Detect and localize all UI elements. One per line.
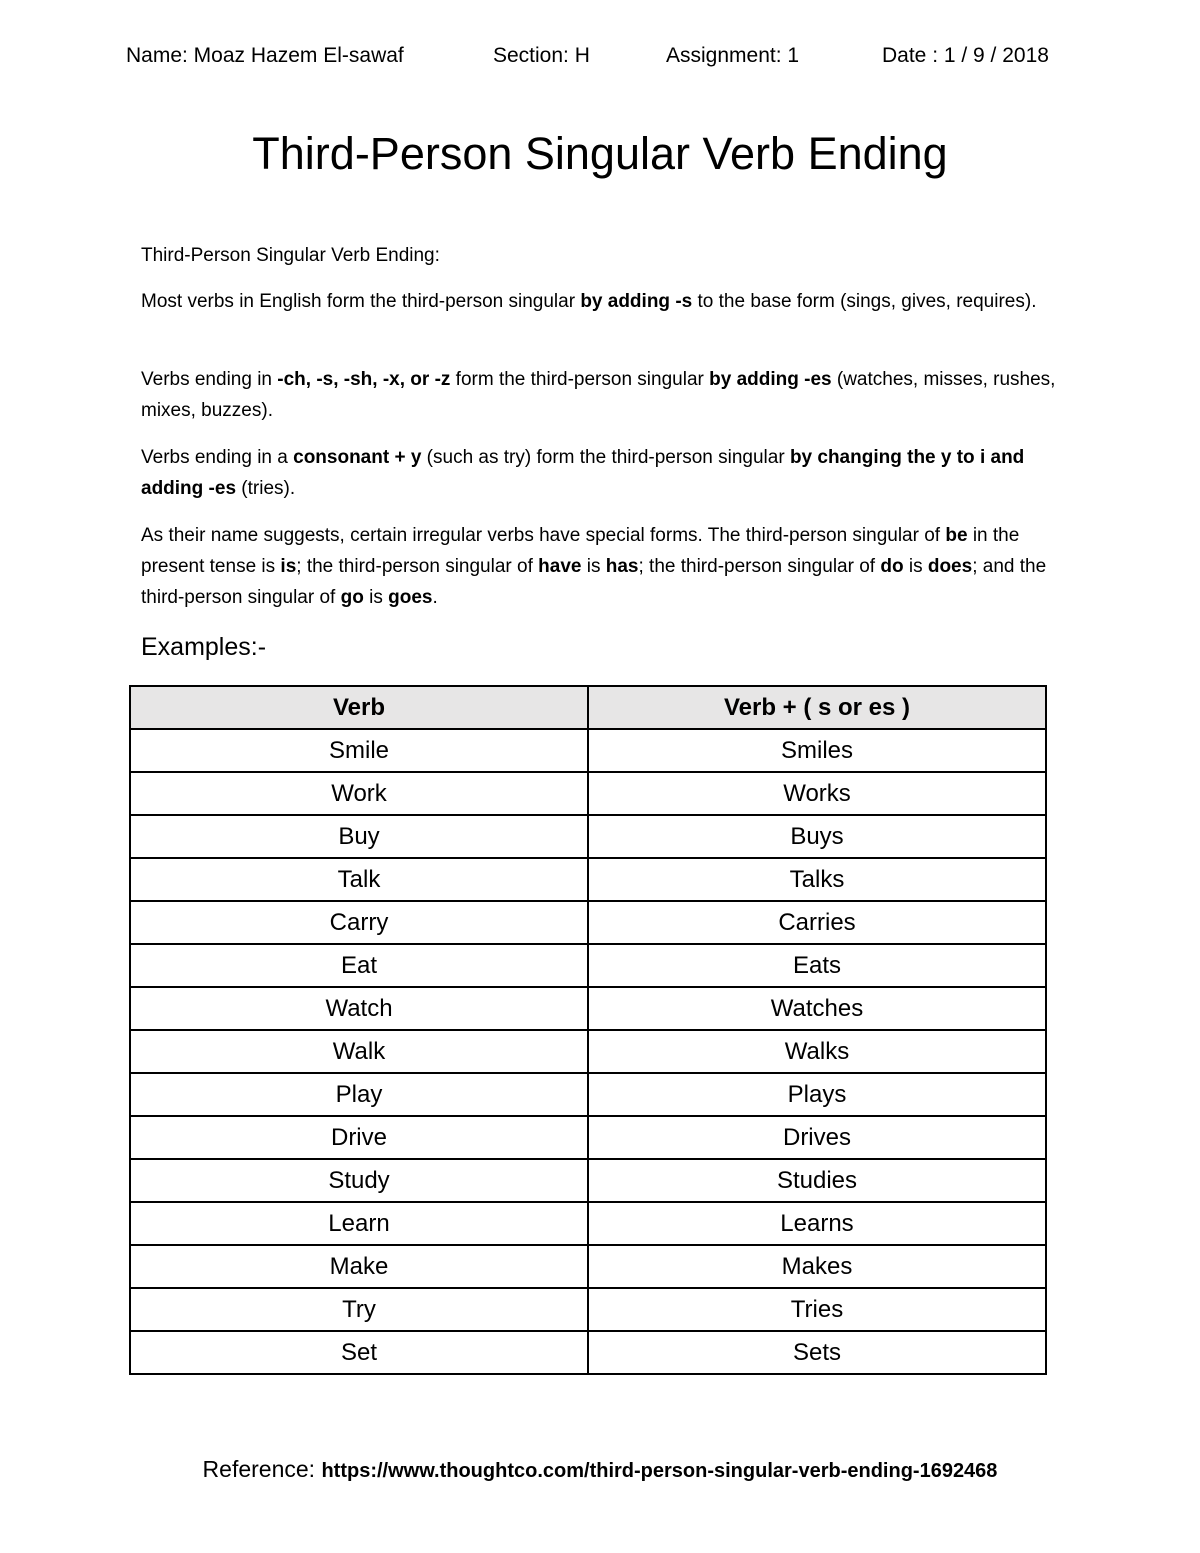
table-row	[130, 858, 1046, 901]
table-row	[130, 1245, 1046, 1288]
inflected-verb-cell: Makes	[588, 1245, 1046, 1288]
table-row	[130, 772, 1046, 815]
base-verb-cell: Walk	[130, 1030, 588, 1073]
rule-paragraph-3	[141, 442, 1061, 504]
intro-heading: Third-Person Singular Verb Ending:	[141, 245, 440, 266]
base-verb-cell: Carry	[130, 901, 588, 944]
table-row	[130, 729, 1046, 772]
rule-emphasis: by adding -s	[580, 291, 693, 312]
rule-text: Verbs ending in a	[141, 447, 294, 468]
table-row	[130, 901, 1046, 944]
inflected-verb-cell: Works	[588, 772, 1046, 815]
rule-text: to the base form (sings, gives, requires).	[692, 291, 1037, 312]
rule-text: (watches, misses, rushes, mixes, buzzes).	[141, 369, 1056, 421]
base-verb-cell: Learn	[130, 1202, 588, 1245]
rule-text: ; the third-person singular of	[638, 556, 881, 577]
rule-text: is	[581, 556, 606, 577]
table-row	[130, 987, 1046, 1030]
base-verb-cell: Make	[130, 1245, 588, 1288]
inflected-verb-cell: Eats	[588, 944, 1046, 987]
assignment-label: Assignment: 1	[666, 44, 800, 67]
rule-emphasis: consonant + y	[293, 447, 422, 468]
rule-emphasis: does	[927, 556, 973, 577]
rule-text: ; and the third-person singular of	[141, 556, 1047, 608]
rule-emphasis: goes	[388, 587, 433, 608]
base-verb-cell: Drive	[130, 1116, 588, 1159]
reference-url: https://www.thoughtco.com/third-person-singular-verb-ending-1692468	[321, 1460, 998, 1482]
column-header-verb: Verb	[130, 686, 588, 729]
rule-text: is	[903, 556, 928, 577]
date-label: Date : 1 / 9 / 2018	[882, 44, 1049, 67]
rule-text: As their name suggests, certain irregular verbs have special forms. The third-person singular of	[141, 525, 946, 546]
rule-text: .	[432, 587, 438, 608]
table-row	[130, 1202, 1046, 1245]
rule-text: (such as try) form the third-person singular	[421, 447, 790, 468]
table-row	[130, 815, 1046, 858]
rule-emphasis: do	[880, 556, 904, 577]
base-verb-cell: Play	[130, 1073, 588, 1116]
student-name: Name: Moaz Hazem El-sawaf	[126, 44, 404, 67]
rule-text: Most verbs in English form the third-person singular	[141, 291, 581, 312]
reference-label: Reference:	[202, 1456, 322, 1482]
inflected-verb-cell: Buys	[588, 815, 1046, 858]
table-row	[130, 1288, 1046, 1331]
inflected-verb-cell: Watches	[588, 987, 1046, 1030]
rule-text: form the third-person singular	[450, 369, 710, 390]
inflected-verb-cell: Tries	[588, 1288, 1046, 1331]
verb-table	[129, 685, 1047, 1375]
table-header-row	[130, 686, 1046, 729]
examples-label: Examples:-	[141, 633, 267, 661]
rule-emphasis: -ch, -s, -sh, -x, or -z	[277, 369, 451, 390]
rule-paragraph-1	[141, 286, 1061, 317]
rule-emphasis: is	[280, 556, 297, 577]
rule-emphasis: be	[945, 525, 968, 546]
base-verb-cell: Work	[130, 772, 588, 815]
table-row	[130, 1331, 1046, 1374]
rule-emphasis: has	[605, 556, 639, 577]
inflected-verb-cell: Drives	[588, 1116, 1046, 1159]
column-header-verb-s-es: Verb + ( s or es )	[588, 686, 1046, 729]
inflected-verb-cell: Studies	[588, 1159, 1046, 1202]
section-label: Section: H	[493, 44, 590, 67]
page-title: Third-Person Singular Verb Ending	[252, 128, 948, 179]
inflected-verb-cell: Plays	[588, 1073, 1046, 1116]
rule-emphasis: by changing the y to i and adding -es	[141, 447, 1025, 499]
base-verb-cell: Try	[130, 1288, 588, 1331]
rule-text: is	[363, 587, 389, 608]
base-verb-cell: Study	[130, 1159, 588, 1202]
rule-paragraph-2	[141, 364, 1061, 426]
inflected-verb-cell: Carries	[588, 901, 1046, 944]
table-row	[130, 1116, 1046, 1159]
base-verb-cell: Set	[130, 1331, 588, 1374]
table-row	[130, 1159, 1046, 1202]
rule-text: in the present tense is	[141, 525, 1020, 577]
inflected-verb-cell: Talks	[588, 858, 1046, 901]
table-row	[130, 1073, 1046, 1116]
base-verb-cell: Buy	[130, 815, 588, 858]
base-verb-cell: Eat	[130, 944, 588, 987]
inflected-verb-cell: Walks	[588, 1030, 1046, 1073]
inflected-verb-cell: Learns	[588, 1202, 1046, 1245]
rule-text: Verbs ending in	[141, 369, 278, 390]
rule-emphasis: by adding -es	[709, 369, 832, 390]
table-row	[130, 1030, 1046, 1073]
base-verb-cell: Smile	[130, 729, 588, 772]
table-row	[130, 944, 1046, 987]
rule-paragraph-4	[141, 520, 1061, 613]
base-verb-cell: Talk	[130, 858, 588, 901]
rule-emphasis: go	[340, 587, 364, 608]
inflected-verb-cell: Smiles	[588, 729, 1046, 772]
reference-line	[0, 1456, 1200, 1483]
rule-text: ; the third-person singular of	[296, 556, 539, 577]
rule-emphasis: have	[538, 556, 582, 577]
base-verb-cell: Watch	[130, 987, 588, 1030]
inflected-verb-cell: Sets	[588, 1331, 1046, 1374]
rule-text: (tries).	[236, 478, 296, 499]
